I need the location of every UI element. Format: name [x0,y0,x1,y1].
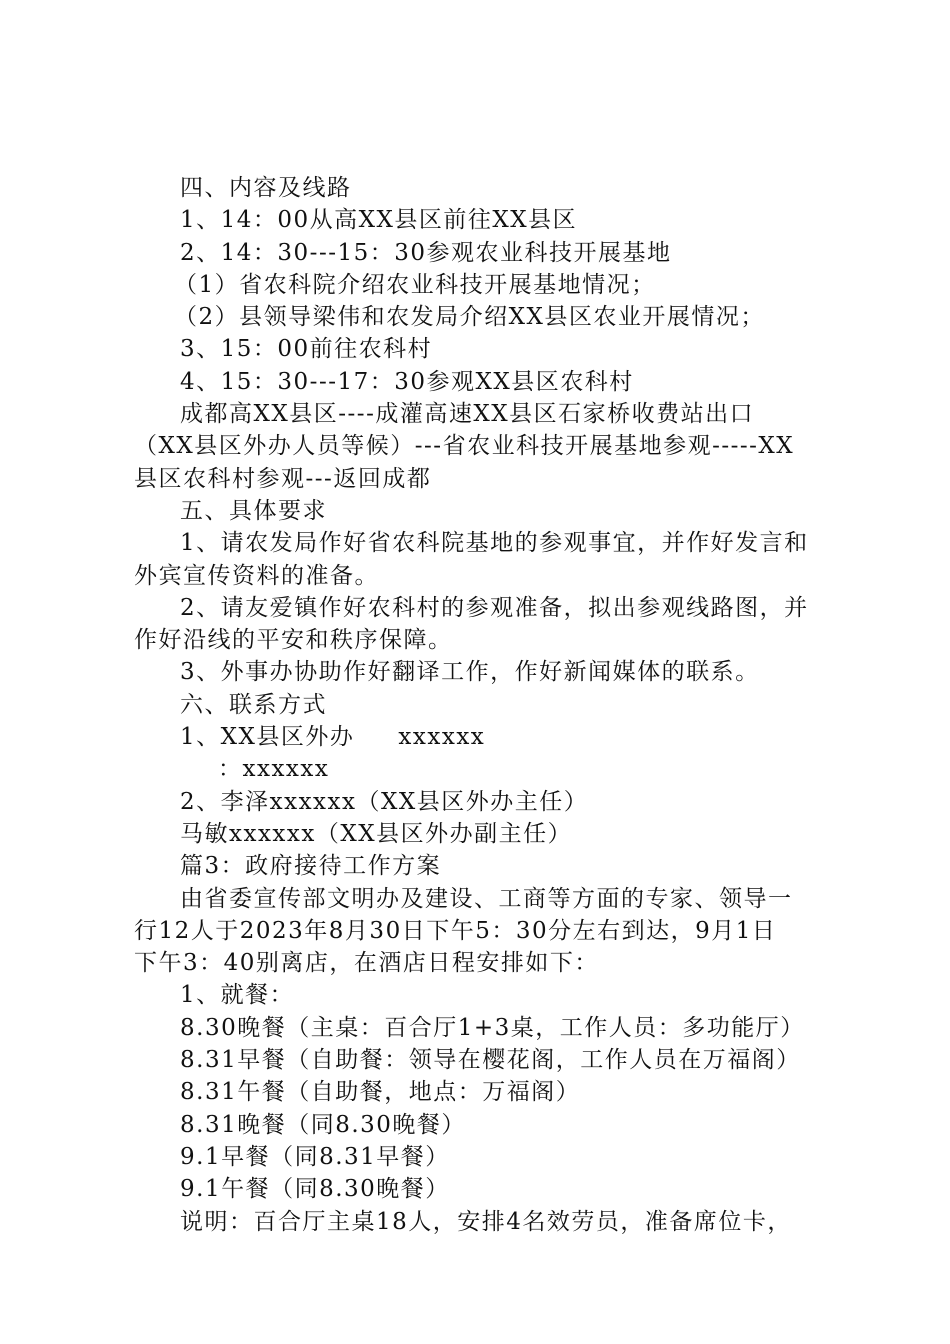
document-body [134,172,834,1238]
section-heading-route: 四、内容及线路 [180,175,352,201]
intro-line-1: 由省委宣传部文明办及建设、工商等方面的专家、领导一 [180,885,793,912]
intro-line-3: 下午3：40别离店，在酒店日程安排如下： [134,950,599,977]
dining-item-2: 8.31早餐（自助餐：领导在樱花阁，工作人员在万福阁） [180,1047,801,1074]
section-heading-requirements: 五、具体要求 [180,497,327,524]
route-step-3: 3、15：00前往农科村 [180,336,433,363]
route-path-line-2: （XX县区外办人员等候）---省农业科技开展基地参观-----XX [134,433,795,460]
contact-1: 1、XX县区外办 xxxxxx [180,724,486,751]
requirement-1-line-1: 1、请农发局作好省农科院基地的参观事宜，并作好发言和 [180,530,809,557]
contact-2: 2、李泽xxxxxx（XX县区外办主任） [180,788,589,815]
intro-line-2: 行12人于2023年8月30日下午5：30分左右到达，9月1日 [134,917,777,944]
dining-item-5: 9.1早餐（同8.31早餐） [180,1143,450,1170]
dining-item-1: 8.30晚餐（主桌：百合厅1+3桌，工作人员：多功能厅） [180,1014,805,1041]
route-step-1: 1、14：00从高XX县区前往XX县区 [180,207,578,234]
section-heading-contacts: 六、联系方式 [180,691,327,718]
dining-item-4: 8.31晚餐（同8.30晚餐） [180,1111,466,1138]
requirement-2-line-2: 作好沿线的平安和秩序保障。 [134,627,453,654]
route-substep-1: （1）省农科院介绍农业科技开展基地情况； [174,271,656,298]
contact-3: 马敏xxxxxx（XX县区外办副主任） [180,820,573,847]
requirement-3: 3、外事办协助作好翻译工作，作好新闻媒体的联系。 [180,659,760,686]
chapter-title: 篇3：政府接待工作方案 [180,853,442,880]
route-path-line-3: 县区农科村参观---返回成都 [134,465,432,492]
dining-item-6: 9.1午餐（同8.30晚餐） [180,1176,450,1203]
requirement-1-line-2: 外宾宣传资料的准备。 [134,562,379,589]
requirement-2-line-1: 2、请友爱镇作好农科村的参观准备，拟出参观线路图，并 [180,594,809,621]
route-step-4: 4、15：30---17：30参观XX县区农科村 [180,368,634,395]
contact-1-phone: ：xxxxxx [218,756,330,783]
dining-item-3: 8.31午餐（自助餐，地点：万福阁） [180,1079,581,1106]
dining-heading: 1、就餐： [180,982,295,1009]
route-path-line-1: 成都高XX县区----成灌高速XX县区石家桥收费站出口 [180,401,755,428]
dining-note: 说明：百合厅主桌18人，安排4名效劳员，准备席位卡， [180,1208,792,1235]
route-substep-2: （2）县领导梁伟和农发局介绍XX县区农业开展情况； [174,304,765,331]
route-step-2: 2、14：30---15：30参观农业科技开展基地 [180,239,672,266]
